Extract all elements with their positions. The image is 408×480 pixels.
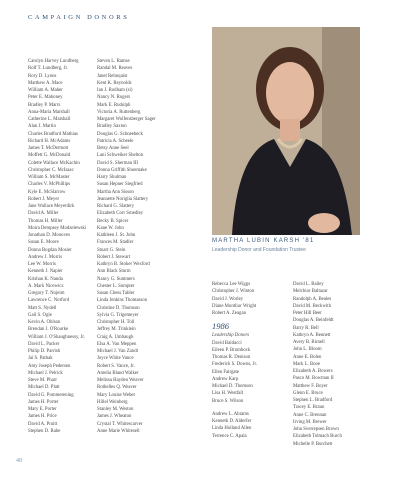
donor-name: Peter Hill Beer: [293, 311, 322, 316]
donor-name: Ian J. Rodham (si): [97, 88, 133, 93]
donor-name: John L. Bloom: [293, 347, 322, 353]
donor-name: Thomas H. Miller: [28, 218, 63, 224]
donor-name: Mary Louise Weber: [97, 392, 136, 398]
donor-name: Susan Chess Tabler: [97, 291, 135, 296]
donor-name: Christopher J. Winton: [212, 289, 255, 295]
donor-name: Lisa H. Westfall: [212, 391, 244, 397]
donor-name: Rory D. Lyons: [28, 73, 57, 79]
donor-name: Richard G. Slattery: [97, 204, 135, 209]
donor-name: Diane Montlior Wright: [212, 303, 257, 309]
donor-name: Frederick S. Downs, Jr.: [212, 362, 258, 368]
donor-name: Barry R. Bell: [293, 325, 319, 331]
donor-name: Jeffrey M. Trinklein: [97, 327, 136, 333]
donor-name: Nancy N. Rogers: [97, 95, 131, 101]
donor-name: Steven L. Ramse: [97, 59, 130, 64]
donor-name: David S. Sherman III: [97, 160, 139, 166]
donor-name: Andrew L. Abrams: [212, 411, 249, 417]
donor-name: Jonathan D. Moonves: [28, 233, 70, 238]
donor-name: David G. Pommerening: [28, 392, 74, 398]
donor-name: Robert S. Vance, Jr.: [97, 363, 135, 369]
donor-column-4: [293, 281, 342, 448]
donor-name: David L. Bailey: [293, 282, 324, 287]
donor-name: Robert A. Zeagan: [212, 311, 246, 316]
donor-name: Rebecca Lee Wiggs: [212, 282, 251, 287]
donor-name: Elizabeth Corr Smedley: [97, 211, 144, 217]
donor-name: Rothelles Q. Weaver: [97, 385, 137, 391]
donor-name: Amy Joseph Pedersen: [28, 363, 71, 369]
donor-portrait: [212, 27, 360, 235]
donor-name: Elizabeth Tolmach Burch: [293, 434, 342, 440]
donor-name: Susan Hepner Siegfried: [97, 182, 143, 188]
donor-column-1: [28, 58, 86, 435]
donor-name: Rolf T. Lundberg, Jr.: [28, 66, 68, 72]
donor-name: Frances M. Stadler: [97, 240, 134, 246]
donor-name: Christopher H. Toll: [97, 320, 135, 325]
donor-name: A. Mark Nicewicz: [28, 283, 64, 289]
donor-name: John Sverrepsen Brown: [293, 427, 339, 432]
donor-name: Anna-Maria Marshall: [28, 109, 70, 115]
donor-name: Bruce S. Wilson: [212, 398, 244, 404]
donor-name: Mary E. Porter: [28, 407, 57, 412]
donor-name: Michael D. Thomson: [212, 384, 253, 389]
donor-name: Crystal T. Whitescarver: [97, 421, 143, 427]
donor-name: Donna Bogdan Mosier: [28, 247, 72, 253]
donor-name: Glenn E. Bruce: [293, 390, 323, 396]
donor-name: Lani Schweiker Shelton: [97, 153, 144, 159]
donor-name: Krishan K. Nanda: [28, 276, 63, 282]
donor-name: Patricia A. Scheele: [97, 138, 134, 144]
donor-column-2: [97, 58, 156, 435]
donor-name: Jeannette Noriglia Slattery: [97, 196, 149, 202]
donor-name: James H. Porter: [28, 399, 59, 405]
donor-name: Harry Shulman: [97, 175, 127, 180]
donor-name: Elizabeth A. Bowers: [293, 369, 333, 374]
donor-name: Lee W. Morris: [28, 262, 56, 267]
donor-name: Mark L. Booe: [293, 361, 321, 367]
donor-name: Randal M. Reaves: [97, 66, 133, 72]
donor-name: Jai S. Pathak: [28, 356, 53, 362]
donor-name: Ann Black Sturm: [97, 269, 131, 275]
leadership-donors-label: Leadership Donors: [212, 333, 250, 339]
donor-name: Linda Jenkins Thomasson: [97, 298, 148, 304]
donor-name: Susan E. Moore: [28, 240, 59, 246]
donor-name: Irving M. Brewer: [293, 419, 327, 425]
donor-name: William J. O'Shaughnessy, Jr.: [28, 334, 85, 340]
donor-name: Betsy Anne Seel: [97, 146, 129, 151]
donor-name: David Baldacci: [212, 340, 242, 346]
donor-name: Thomas R. Denison: [212, 355, 251, 360]
donor-name: Philip D. Parrish: [28, 349, 61, 354]
donor-list-1985-end: [212, 281, 257, 317]
donor-name: Nancy G. Summers: [97, 276, 135, 282]
donor-name: David L. Packer: [28, 341, 60, 347]
donor-name: Charles V. McPhillips: [28, 182, 71, 188]
donor-name: Avery B. Birnell: [293, 340, 325, 345]
donor-name: Anne Marie Whitesell: [97, 428, 140, 434]
donor-name: Donna Griffith Shoemake: [97, 167, 147, 173]
donor-name: Andrew Karp: [212, 376, 239, 382]
page-number: 48: [16, 458, 22, 464]
donor-name: Andrew J. Morris: [28, 254, 62, 260]
donor-name: Alan J. Martin: [28, 124, 56, 130]
donor-name: Peter E. Mahoney: [28, 95, 63, 101]
photo-caption-title: Leadership Donor and Foundation Trustee: [212, 247, 306, 253]
donor-name: Bradley Saxton: [97, 124, 127, 130]
donor-name: Elsa A. Van Meppen: [97, 341, 137, 347]
donor-name: Lawrence C. Norford: [28, 298, 70, 304]
donor-name: Brendan J. O'Rourke: [28, 327, 69, 333]
donor-name: Matthew A. Mace: [28, 80, 63, 86]
donor-name: Matthew F. Boyer: [293, 383, 328, 389]
donor-column-3: [212, 281, 257, 440]
donor-name: Martha Ann Sisson: [97, 189, 134, 195]
class-year-heading: 1986: [212, 321, 229, 332]
donor-name: Bradley P. Marrs: [28, 102, 61, 108]
donor-name: Douglas A. Beinfeldt: [293, 318, 334, 324]
donor-name: Anne C. Brennan: [293, 412, 327, 418]
donor-name: Kane W. John: [97, 225, 124, 231]
donor-name: Stuart G. Stein: [97, 247, 126, 253]
donor-name: James J. Wheaton: [97, 414, 132, 420]
donor-name: William A. Maher: [28, 88, 63, 93]
donor-name: Randolph A. Beales: [293, 296, 332, 302]
page-header: CAMPAIGN DONORS: [28, 14, 130, 21]
donor-name: Christine D. Thomson: [97, 305, 140, 311]
donor-name: Kyle E. McSlarrow: [28, 189, 66, 195]
donor-name: Kathryn A. Bennett: [293, 332, 331, 338]
donor-name: Mark E. Rudolph: [97, 102, 131, 108]
donor-name: Kathryn B. Stoker Wexford: [97, 262, 150, 267]
donor-name: Linda Holland Allen: [212, 426, 252, 432]
donor-name: Hillel Weinberg: [97, 399, 128, 405]
donor-name: Margaret Wolfensberger Sager: [97, 117, 156, 122]
donor-name: Michael J. Van Zandt: [97, 349, 138, 354]
donor-name: Amelia Bland Walker: [97, 370, 139, 376]
donor-name: Kathleen J. St. John: [97, 233, 136, 238]
donor-name: James H. Price: [28, 414, 57, 420]
donor-name: David A. Miller: [28, 211, 59, 217]
donor-name: Gregory T. Nojeim: [28, 291, 65, 296]
donor-name: Joyce White Vance: [97, 356, 134, 362]
donor-name: David A. Pruitt: [28, 421, 58, 427]
donor-name: Robert J. Stewart: [97, 254, 131, 260]
donor-name: Kenneth J. Napier: [28, 269, 63, 275]
donor-name: Charles Bradford Mathias: [28, 131, 78, 137]
donor-name: Colette Wallace McKachin: [28, 160, 80, 166]
donor-name: Michael D. Platt: [28, 385, 60, 391]
donor-name: James T. McDermott: [28, 146, 69, 151]
donor-name: Stephen L. Bradford: [293, 398, 333, 403]
donor-name: David J. Worley: [212, 296, 244, 302]
donor-name: Tracey E. Braun: [293, 405, 325, 411]
donor-name: Moffett G. McDonald: [28, 153, 71, 159]
leadership-donor-list: [212, 340, 257, 405]
donor-name: Jane Wallace Meyerdirk: [28, 204, 75, 209]
donor-name: Douglas G. Schneebeck: [97, 131, 143, 137]
donor-name: Michael J. Pelrick: [28, 370, 63, 376]
donor-name: Melchior Baltazar: [293, 289, 328, 295]
donor-name: Robert J. Meyer: [28, 196, 60, 202]
donor-name: Stanley M. Weston: [97, 407, 134, 412]
donor-name: Moira Dempsey Modzelewski: [28, 225, 87, 231]
donor-name: Kent K. Reynolds: [97, 80, 132, 86]
donor-name: Michelle P. Burchett: [293, 441, 333, 447]
donor-name: Craig A. Umbaugh: [97, 334, 134, 340]
donor-name: Kenneth D. Alderfer: [212, 419, 252, 424]
donor-name: Becky B. Spicer: [97, 218, 129, 224]
donor-name: Richard H. McAdams: [28, 138, 71, 144]
donor-name: Pasco M. Bowman II: [293, 376, 334, 382]
donor-name: Sylvia G. Trigemeyer: [97, 312, 139, 318]
donor-name: Gail S. Ogle: [28, 312, 52, 318]
donor-name: William S. McMaster: [28, 175, 70, 180]
donor-name: Christopher C. McIsaac: [28, 167, 74, 173]
donor-name: Matt S. Nydell: [28, 305, 57, 311]
donor-name: Chester L. Sumpter: [97, 283, 135, 289]
donor-name: Eileen P. Brombock: [212, 347, 251, 353]
photo-caption-name: MARTHA LUBIN KARSH '81: [212, 238, 315, 244]
donor-name: Janet Rehnquist: [97, 73, 128, 79]
donor-name: Carolyn Harvey Lundberg: [28, 59, 79, 64]
donor-name: David M. Beckwith: [293, 303, 331, 309]
donor-name: Anne E. Bolen: [293, 354, 322, 360]
donor-name: Victoria A. Ruttenberg: [97, 109, 141, 115]
donor-name: Terrence C. Apala: [212, 433, 247, 439]
donor-name: Melissa Hayden Weaver: [97, 378, 144, 383]
donor-name: Steve M. Pharr: [28, 378, 57, 383]
donor-name: Catherine L. Marshall: [28, 117, 71, 122]
donor-name: Ellen Fairgate: [212, 369, 239, 375]
donor-list-1986: [212, 411, 257, 440]
donor-name: Kevin A. Ohlson: [28, 320, 61, 325]
donor-name: Stephen D. Rabe: [28, 428, 61, 434]
